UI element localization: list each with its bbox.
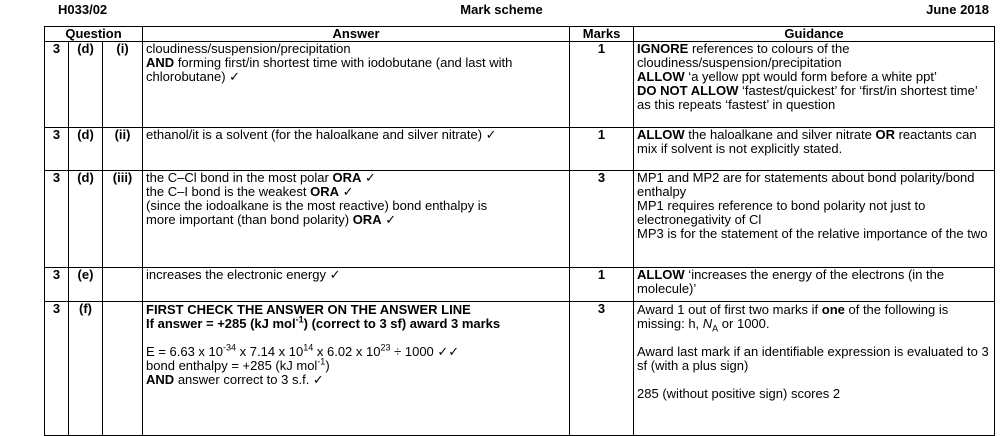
question-subpart: (iii) — [103, 171, 143, 268]
answer-line: more important (than bond polarity) ORA ✓ — [146, 212, 397, 227]
guidance-line: MP1 and MP2 are for statements about bond polarity/bond enthalpy — [637, 170, 975, 199]
question-part: (d) — [69, 42, 103, 128]
answer-line: the C–I bond is the weakest ORA ✓ — [146, 184, 354, 199]
guidance-cell — [634, 268, 995, 302]
table-row — [45, 268, 995, 302]
marks-cell: 1 — [570, 128, 634, 171]
answer-bond-enthalpy: bond enthalpy = +285 (kJ mol$^{-1}$) — [146, 356, 330, 373]
table-row — [45, 302, 995, 436]
answer-line: cloudiness/suspension/precipitation — [146, 41, 351, 56]
guidance-allow: ALLOW ‘a yellow ppt would form before a white ppt’ — [637, 69, 937, 84]
question-number: 3 — [45, 42, 69, 128]
marks-cell: 1 — [570, 268, 634, 302]
answer-line: increases the electronic energy ✓ — [146, 267, 341, 282]
guidance-line: Award 1 out of first two marks if one of the following is missing: h, $N_A$ or 1000. — [637, 302, 949, 334]
header-marks: Marks — [570, 27, 634, 42]
table-row — [45, 171, 995, 268]
answer-equation: E = 6.63 x $10^{-34}$ x 7.14 x $10^{14}$ x 6.02 x $10^{23} \div 1000$ ✓✓ — [146, 342, 460, 359]
question-part: (d) — [69, 171, 103, 268]
answer-cell — [143, 128, 570, 171]
question-subpart: (ii) — [103, 128, 143, 171]
table-row — [45, 128, 995, 171]
question-subpart — [103, 302, 143, 436]
header-question: Question — [45, 27, 143, 42]
guidance-line: MP1 requires reference to bond polarity not just to electronegativity of Cl — [637, 198, 926, 227]
header-guidance: Guidance — [634, 27, 995, 42]
answer-award-line: If answer = +285 (kJ mol$^{-1}$) (correct to 3 sf) award 3 marks — [146, 314, 501, 331]
answer-check-line: FIRST CHECK THE ANSWER ON THE ANSWER LINE — [146, 302, 471, 317]
document-code: H033/02 — [58, 2, 108, 17]
guidance-allow: ALLOW ‘increases the energy of the electrons (in the molecule)’ — [637, 267, 945, 296]
guidance-line: MP3 is for the statement of the relative importance of the two — [637, 226, 988, 241]
answer-line: AND forming first/in shortest time with iodobutane (and last with — [146, 55, 513, 70]
guidance-ignore: IGNORE references to colours of the cloudiness/suspension/precipitation — [637, 41, 850, 70]
question-number: 3 — [45, 302, 69, 436]
guidance-cell — [634, 302, 995, 436]
question-part: (e) — [69, 268, 103, 302]
question-part: (f) — [69, 302, 103, 436]
answer-line: chlorobutane) ✓ — [146, 69, 241, 84]
marks-cell: 1 — [570, 42, 634, 128]
header-answer: Answer — [143, 27, 570, 42]
guidance-cell — [634, 128, 995, 171]
question-number: 3 — [45, 171, 69, 268]
answer-line: the C–Cl bond in the most polar ORA ✓ — [146, 170, 376, 185]
guidance-cell — [634, 171, 995, 268]
guidance-line: 285 (without positive sign) scores 2 — [637, 386, 841, 401]
answer-cell — [143, 268, 570, 302]
answer-cell — [143, 171, 570, 268]
question-part: (d) — [69, 128, 103, 171]
marks-cell: 3 — [570, 171, 634, 268]
marks-cell: 3 — [570, 302, 634, 436]
answer-line: (since the iodoalkane is the most reactive) bond enthalpy is — [146, 198, 488, 213]
guidance-do-not-allow: DO NOT ALLOW ‘fastest/quickest’ for ‘first/in shortest time’ as this repeats ‘fastest’ in question — [637, 83, 978, 112]
document-date: June 2018 — [926, 2, 989, 17]
table-header-row — [45, 27, 995, 42]
question-subpart — [103, 268, 143, 302]
guidance-cell — [634, 42, 995, 128]
guidance-line: Award last mark if an identifiable expression is evaluated to 3 sf (with a plus sign) — [637, 344, 989, 373]
mark-scheme-table — [44, 26, 995, 436]
document-title: Mark scheme — [460, 2, 543, 17]
answer-cell — [143, 42, 570, 128]
guidance-allow: ALLOW the haloalkane and silver nitrate OR reactants can mix if solvent is not explicitly stated. — [637, 127, 977, 156]
answer-cell — [143, 302, 570, 436]
question-number: 3 — [45, 128, 69, 171]
question-subpart: (i) — [103, 42, 143, 128]
answer-line: ethanol/it is a solvent (for the haloalkane and silver nitrate) ✓ — [146, 127, 497, 142]
table-row — [45, 42, 995, 128]
answer-line: AND answer correct to 3 s.f. ✓ — [146, 372, 324, 387]
question-number: 3 — [45, 268, 69, 302]
